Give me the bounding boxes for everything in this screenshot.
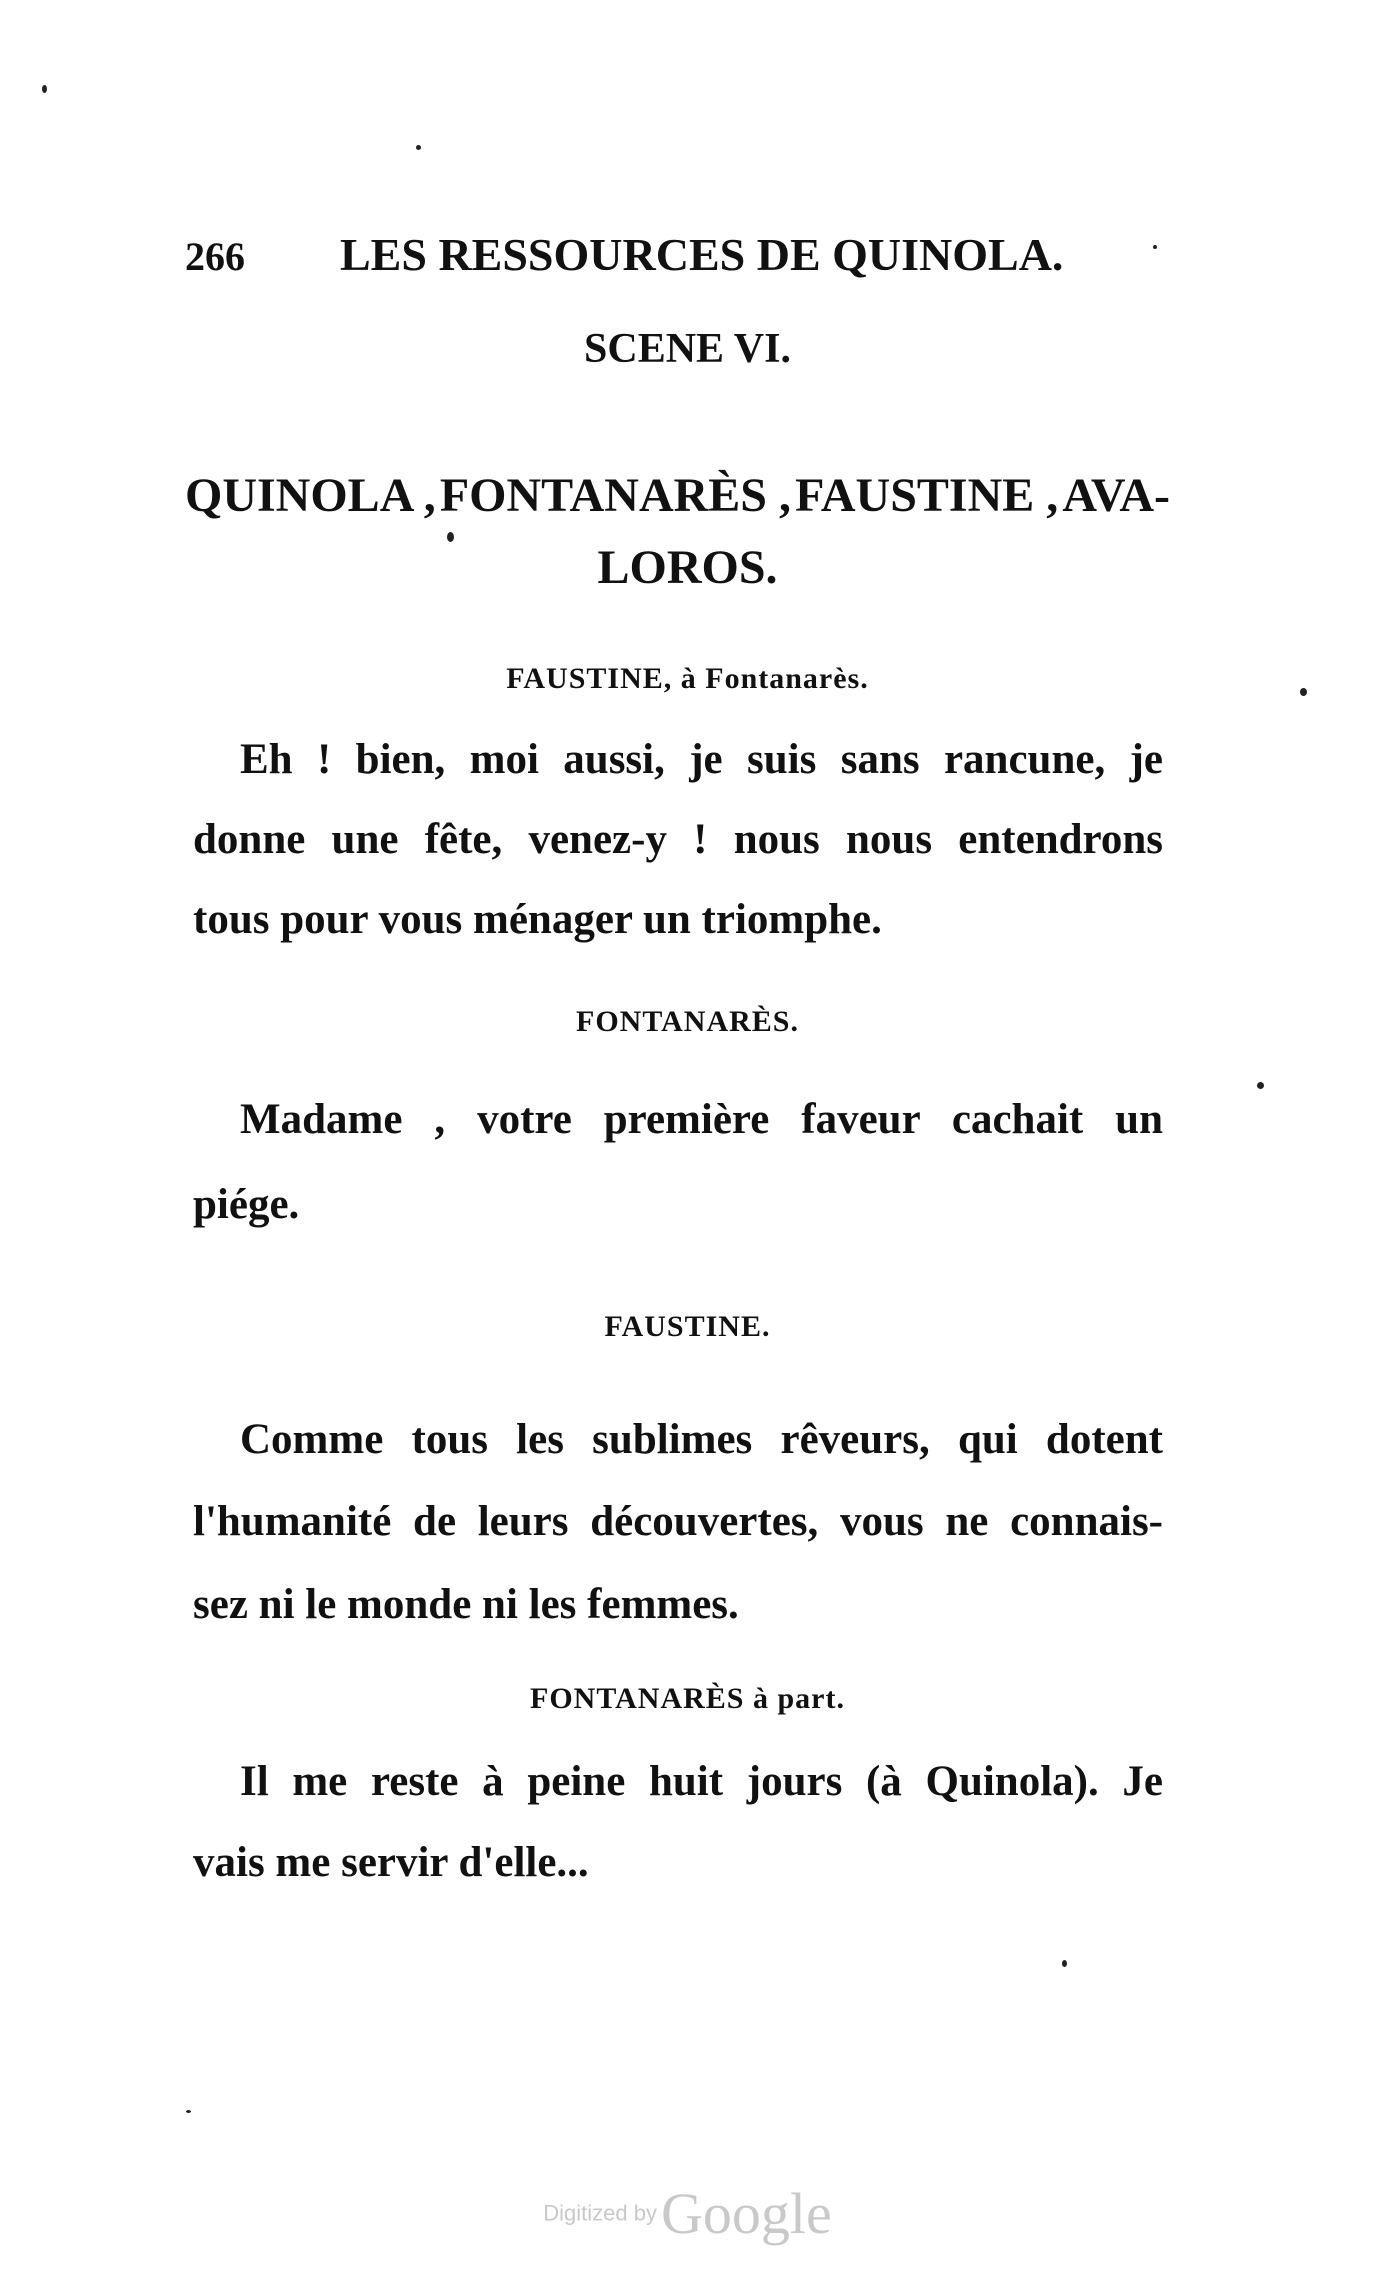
character-name-continued: LOROS. [597,541,778,594]
scan-speck [447,532,454,542]
speaker-label: FAUSTINE, à Fontanarès. [506,662,869,695]
scan-speck [1153,245,1157,249]
google-logo: Google [660,2181,832,2246]
speaker-label: FONTANARÈS à part. [530,1682,845,1715]
page-number: 266 [185,234,245,279]
scan-speck [416,145,421,150]
digitization-watermark [0,2180,1375,2247]
character-name: AVA- [1062,469,1170,522]
scan-speck [1257,1082,1264,1089]
speech-line: Madame , votre première faveur cachait un [240,1096,1163,1143]
scan-speck [1062,1960,1067,1967]
page-header [185,228,1064,281]
character-name: FONTANARÈS , [439,469,791,522]
speech-line: sez ni le monde ni les femmes. [193,1581,739,1628]
watermark-prefix: Digitized by [543,2200,657,2226]
speaker-label: FAUSTINE. [604,1310,771,1343]
speech-line: tous pour vous ménager un triomphe. [193,896,882,943]
speaker-label: FONTANARÈS. [576,1005,799,1038]
speech-line: piége. [193,1181,300,1228]
scene-title: SCENE VI. [584,326,791,372]
speech-line: vais me servir d'elle... [193,1839,589,1886]
speech-line: l'humanité de leurs découvertes, vous ne connais- [193,1498,1163,1545]
speech-line: Il me reste à peine huit jours (à Quinola). Je [240,1758,1163,1805]
speech-line: Eh ! bien, moi aussi, je suis sans rancune, je [240,736,1163,783]
running-title: LES RESSOURCES DE QUINOLA. [340,229,1064,280]
speech-line: Comme tous les sublimes rêveurs, qui dotent [240,1416,1163,1463]
speech-line: donne une fête, venez-y ! nous nous entendrons [193,816,1163,863]
character-name: FAUSTINE , [795,469,1059,522]
character-list [185,468,1170,523]
scan-speck [1300,688,1307,696]
scan-speck [42,85,47,93]
scan-speck [186,2110,191,2113]
character-name: QUINOLA , [185,469,436,522]
